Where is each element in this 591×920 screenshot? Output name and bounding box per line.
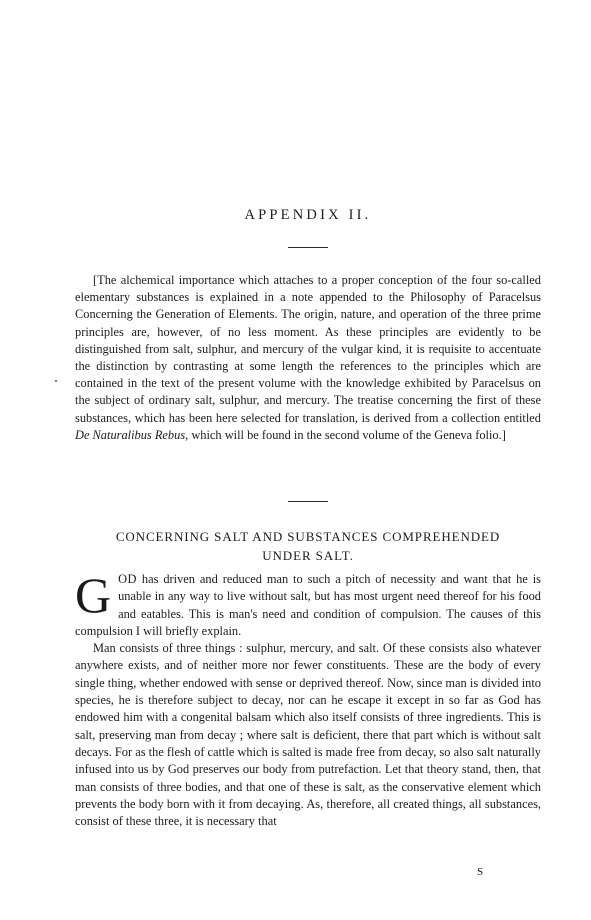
section-title-line-1: CONCERNING SALT AND SUBSTANCES COMPREHENDED <box>115 529 501 544</box>
section-title-line-2: UNDER SALT. <box>262 548 354 563</box>
intro-note <box>75 272 541 444</box>
drop-cap-rest: OD <box>118 572 138 586</box>
body-text <box>75 567 541 830</box>
intro-collection-title: De Naturalibus Rebus, <box>75 427 189 442</box>
section-rule <box>288 501 328 502</box>
section-title <box>75 527 541 565</box>
paragraph-1-text: has driven and reduced man to such a pitch of necessity and want that he is unable in any way to live without salt, but has most urgent need thereof for his food and eatables. This is man's need and condition of compulsion. The causes of this compulsion I will briefly explain. <box>75 572 541 638</box>
intro-paragraph <box>75 272 541 444</box>
signature-mark: S <box>477 866 485 878</box>
body-paragraph-2: Man consists of three things : sulphur, mercury, and salt. Of these consists also whatever anywhere exists, and of neither more nor fewer constituents. These are the body of every single thing, whether endowed with sense or deprived thereof. Now, since man is divided into species, he is therefore subject to decay, nor can he escape it except in so far as God has endowed him with a congenital balsam which also itself consists of three ingredients. This is salt, preserving man from decay ; where salt is deficient, there that part which is without salt decays. For as the flesh of cattle which is salted is made free from decay, so also salt naturally infused into us by God preserves our body from putrefaction. Let that theory stand, then, that man consists of three bodies, and that one of these is salt, as the conservative element which prevents the body born with it from decaying. As, therefore, all created things, all substances, consist of these three, it is necessary that <box>75 641 541 829</box>
appendix-heading: APPENDIX II. <box>244 207 372 223</box>
intro-text: [The alchemical importance which attaches to a proper conception of the four so-called elementary substances is explained in a note appended to the Philosophy of Paracelsus Concerning the Generation of Elements. The origin, nature, and operation of the three prime principles are, however, of no less moment. As these principles are evidently to be distinguished from salt, sulphur, and mercury of the vulgar kind, it is requisite to accentuate the distinction by contrasting at some length the references to the principles which are contained in the text of the present volume with the knowledge exhibited by Paracelsus on the subject of ordinary salt, sulphur, and mercury. The treatise concerning the first of these substances, which has been here selected for translation, is derived from a collection entitled <box>75 273 541 425</box>
intro-text-end: which will be found in the second volume of the Geneva folio.] <box>188 427 506 442</box>
body-paragraph-1 <box>75 567 541 640</box>
print-speck <box>55 380 57 382</box>
drop-cap: G <box>75 567 112 623</box>
heading-rule <box>288 247 328 248</box>
